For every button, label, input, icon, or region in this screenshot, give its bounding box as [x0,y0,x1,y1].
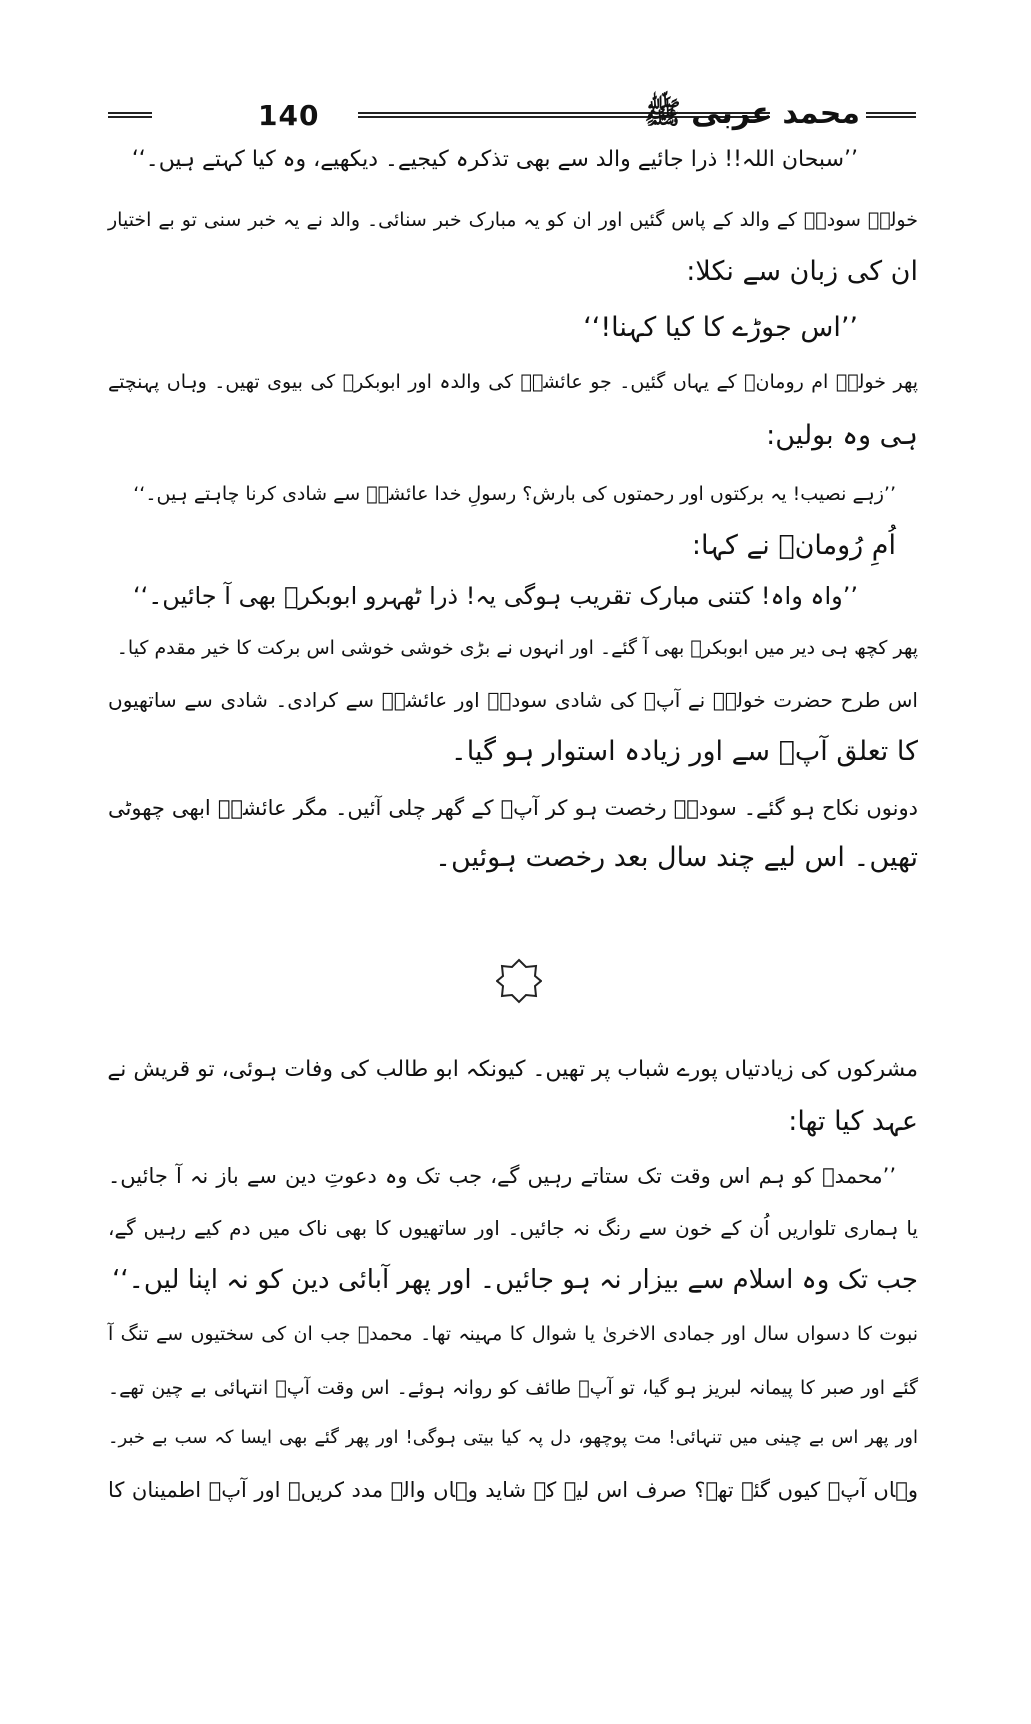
text-line: تھیں۔ اس لیے چند سال بعد رخصت ہوئیں۔ [435,842,918,873]
running-title: محمد عربی ﷺ [644,96,860,131]
text-line: ’’واہ واہ! کتنی مبارک تقریب ہوگی یہ! ذرا ٹھہرو ابوبکرؓ بھی آ جائیں۔‘‘ [132,582,858,610]
text-line: دونوں نکاح ہو گئے۔ سودہؓ رخصت ہو کر آپؐ کے گھر چلی آئیں۔ مگر عائشہؓ ابھی چھوٹی [108,796,918,820]
text-line: پھر کچھ ہی دیر میں ابوبکرؓ بھی آ گئے۔ اور انہوں نے بڑی خوشی خوشی اس برکت کا خیر مقدم کیا۔ [116,637,918,659]
page-number: 140 [258,99,320,132]
text-line: گئے اور صبر کا پیمانہ لبریز ہو گیا، تو آپؐ طائف کو روانہ ہوئے۔ اس وقت آپؐ انتہائی بے چین تھے۔ [108,1377,918,1399]
header-rule-left [108,112,152,118]
text-line: ’’محمدؐ کو ہم اس وقت تک ستاتے رہیں گے، جب تک وہ دعوتِ دین سے باز نہ آ جائیں۔ [108,1164,896,1188]
text-line: خولہؓ سودہؓ کے والد کے پاس گئیں اور ان کو یہ مبارک خبر سنائی۔ والد نے یہ خبر سنی تو بے اختیار [108,209,918,231]
text-line: ’’اس جوڑے کا کیا کہنا!‘‘ [583,312,858,343]
text-line: جب تک وہ اسلام سے بیزار نہ ہو جائیں۔ اور پھر آبائی دین کو نہ اپنا لیں۔‘‘ [112,1265,918,1295]
text-line: یا ہماری تلواریں اُن کے خون سے رنگ نہ جائیں۔ اور ساتھیوں کا بھی ناک میں دم کیے رہیں گے، [108,1216,918,1240]
text-line: ’’سبحان اللہ!! ذرا جائیے والد سے بھی تذکرہ کیجیے۔ دیکھیے، وہ کیا کہتے ہیں۔‘‘ [131,147,858,172]
text-line: مشرکوں کی زیادتیاں پورے شباب پر تھیں۔ کیونکہ ابو طالب کی وفات ہوئی، تو قریش نے [107,1057,918,1082]
text-line: عہد کیا تھا: [788,1106,918,1137]
text-line: ’’زہے نصیب! یہ برکتوں اور رحمتوں کی بارش؟ رسولِ خدا عائشہؓ سے شادی کرنا چاہتے ہیں۔‘‘ [133,483,896,505]
text-line: اور پھر اس بے چینی میں تنہائی! مت پوچھو، دل پہ کیا بیتی ہوگی! اور پھر گئے بھی ایسا کہ سب بے خبر۔ [108,1427,918,1448]
text-line: نبوت کا دسواں سال اور جمادی الاخریٰ یا شوال کا مہینہ تھا۔ محمدؐ جب ان کی سختیوں سے تنگ آ [108,1323,918,1345]
header-rule-right [866,112,916,118]
text-line: ان کی زبان سے نکلا: [686,256,918,287]
text-line: وہاں آپؐ کیوں گئے تھے؟ صرف اس لیے کہ شاید وہاں والے مدد کریں۔ اور آپؐ اطمینان کا [108,1478,918,1502]
text-line: پھر خولہؓ ام رومانؓ کے یہاں گئیں۔ جو عائشہؓ کی والدہ اور ابوبکرؓ کی بیوی تھیں۔ وہاں پہنچتے [108,371,918,393]
text-line: اُمِ رُومانؓ نے کہا: [691,530,896,561]
section-divider-ornament-icon [496,958,542,1004]
running-header [108,97,916,137]
section-one [108,140,918,873]
section-two [108,1050,918,1670]
text-line: اس طرح حضرت خولہؓ نے آپؐ کی شادی سودہؓ اور عائشہؓ سے کرادی۔ شادی سے ساتھیوں [108,688,918,712]
text-line: کا تعلق آپؐ سے اور زیادہ استوار ہو گیا۔ [450,736,918,767]
text-line: ہی وہ بولیں: [766,420,918,451]
